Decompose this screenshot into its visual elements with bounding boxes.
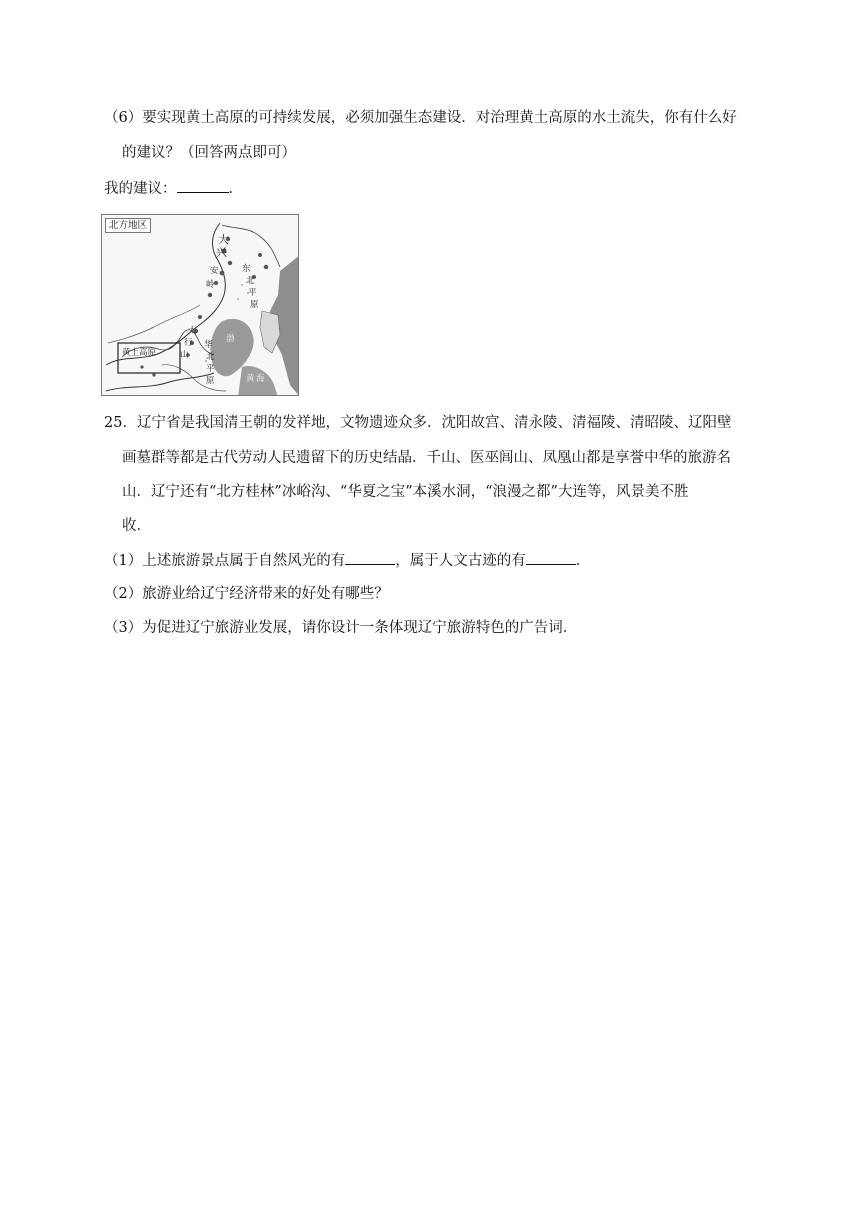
map-title: 北方地区 xyxy=(105,218,151,233)
north-region-map xyxy=(101,214,299,396)
question-25-part-2: （2）旅游业给辽宁经济带来的好处有哪些？ xyxy=(104,586,389,602)
label-dongbei-2: 北 xyxy=(246,276,255,286)
label-da: 大 xyxy=(218,233,229,246)
peninsula-area xyxy=(260,311,280,353)
label-yellow-sea: 海 xyxy=(256,374,265,384)
answer-blank[interactable] xyxy=(177,178,229,193)
label-huabei-1: 华 xyxy=(204,340,213,350)
label-dongbei-3: 平 xyxy=(248,288,257,298)
label-ling: 岭 xyxy=(206,280,215,290)
question-25-line-4: 收． xyxy=(122,518,151,534)
natural-scenery-blank[interactable] xyxy=(345,550,395,565)
question-24-part-6-line-2: 的建议？（回答两点即可） xyxy=(122,145,296,161)
question-24-part-6-line-1: （6）要实现黄土高原的可持续发展，必须加强生态建设．对治理黄土高原的水土流失，你有什么好 xyxy=(104,110,737,126)
label-huabei-2: 北 xyxy=(206,352,215,362)
label-xing: 兴 xyxy=(216,246,227,259)
label-huabei-4: 原 xyxy=(206,376,215,386)
label-an: 安 xyxy=(210,266,219,276)
map-drawing xyxy=(102,215,299,396)
label-yellow: 黄 xyxy=(246,374,255,384)
question-25-part-3: （3）为促进辽宁旅游业发展，请你设计一条体现辽宁旅游特色的广告词． xyxy=(104,620,578,636)
question-25-line-3: 山．辽宁还有“北方桂林”冰峪沟、“华夏之宝”本溪水洞，“浪漫之都”大连等，风景美不胜 xyxy=(122,484,689,500)
part-1-text-c: ． xyxy=(575,553,591,569)
question-25-line-2: 画墓群等都是古代劳动人民遗留下的历史结晶．千山、医巫闾山、凤凰山都是享誉中华的旅游名 xyxy=(122,450,731,466)
label-dongbei-1: 东 xyxy=(242,264,251,274)
northeast-border-line xyxy=(222,225,280,267)
answer-suffix: ． xyxy=(228,181,243,197)
label-dongbei-4: 原 xyxy=(250,300,259,310)
question-25-part-1 xyxy=(104,550,590,571)
answer-prefix: 我的建议： xyxy=(104,181,177,197)
label-taihang-2: 行 xyxy=(184,338,193,348)
question-25-line-1: 25．辽宁省是我国清王朝的发祥地，文物遗迹众多．沈阳故宫、清永陵、清福陵、清昭陵、辽阳壁 xyxy=(104,415,732,431)
label-bohai: 渤 xyxy=(226,334,235,344)
label-taihang-1: 太 xyxy=(188,326,197,336)
answer-line xyxy=(104,178,243,199)
cultural-sites-blank[interactable] xyxy=(526,550,576,565)
label-loess-plateau: 黄土高原 xyxy=(122,348,157,358)
label-taihang-3: 山 xyxy=(180,350,189,360)
label-huabei-3: 平 xyxy=(206,364,215,374)
part-1-text-a: （1）上述旅游景点属于自然风光的有 xyxy=(104,553,346,569)
part-1-text-b: ，属于人文古迹的有 xyxy=(395,553,526,569)
